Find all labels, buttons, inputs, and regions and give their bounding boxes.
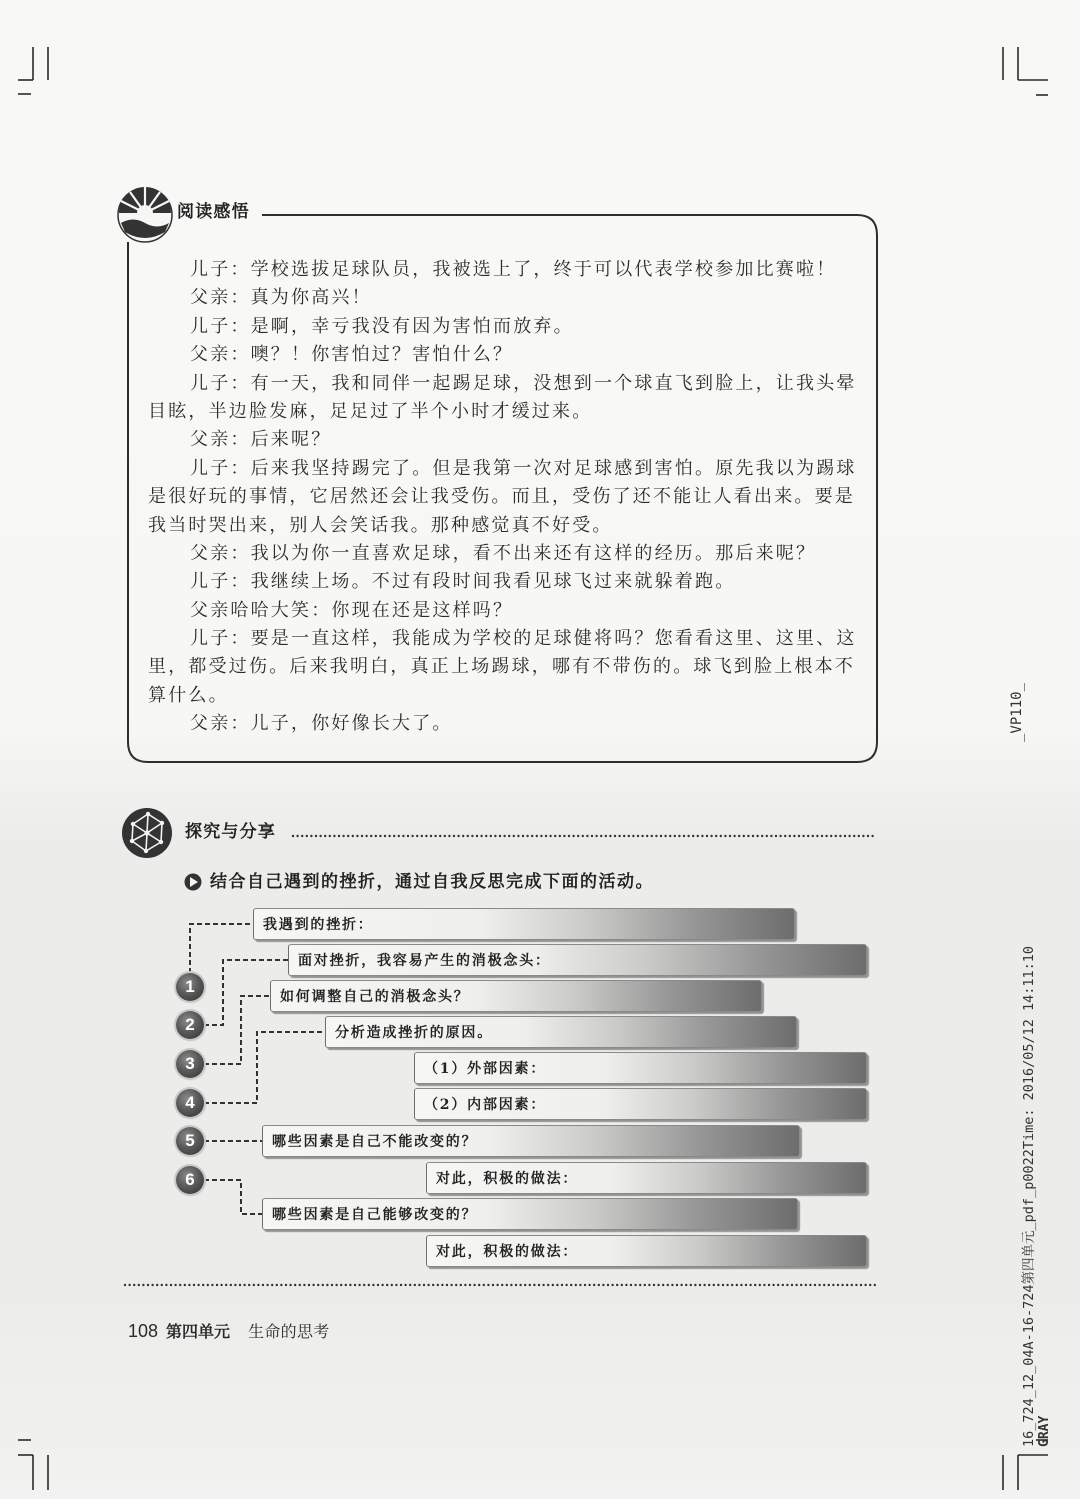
dialogue-line: 算什么。	[148, 684, 229, 706]
dialogue-paragraph	[148, 426, 860, 454]
dialogue-paragraph	[148, 284, 860, 312]
dialogue-line: 父亲哈哈大笑：你现在还是这样吗？	[190, 599, 514, 621]
dialogue-paragraph	[148, 370, 860, 427]
crop-mark-top-left	[18, 47, 48, 94]
prompt-bar-setback	[253, 908, 795, 940]
dialogue-line: 儿子：有一天，我和同伴一起踢足球，没想到一个球直飞到脸上，让我头晕	[190, 372, 857, 394]
prompt-bar-positive-approach-1	[426, 1162, 867, 1194]
dialogue-paragraph	[148, 256, 860, 284]
reading-section-title: 阅读感悟	[177, 202, 250, 222]
dialogue-line: 儿子：是啊，幸亏我没有因为害怕而放弃。	[190, 315, 574, 337]
dialogue-line: 父亲：我以为你一直喜欢足球，看不出来还有这样的经历。那后来呢？	[190, 542, 817, 564]
step-number-badge: 6	[176, 1166, 204, 1194]
dialogue-paragraph	[148, 455, 860, 540]
prompt-label: （1）外部因素：	[424, 1061, 547, 1077]
prompt-bar-adjust-thoughts	[270, 980, 762, 1012]
print-slug-vp-code: _VP110_	[1009, 682, 1025, 742]
prompt-bar-external-factors	[414, 1052, 867, 1084]
connector-step-1	[190, 924, 253, 973]
prompt-bar-internal-factors	[414, 1088, 867, 1120]
print-slug-job-info: 16_724_12_04A-16-724第四单元_pdf_p0022Time: 2016/05/12 14:11:10	[1021, 945, 1037, 1447]
dialogue-line: 里，都受过伤。后来我明白，真正上场踢球，哪有不带伤的。球飞到脸上根本不	[148, 656, 855, 678]
crop-mark-top-right	[1003, 47, 1048, 95]
prompt-bar-changeable-factors	[262, 1198, 798, 1230]
dialogue-line: 父亲：儿子，你好像长大了。	[190, 713, 453, 735]
dialogue-line: 儿子：我继续上场。不过有段时间我看见球飞过来就躲着跑。	[190, 571, 736, 593]
dialogue-line: 儿子：后来我坚持踢完了。但是我第一次对足球感到害怕。原先我以为踢球	[190, 457, 857, 479]
prompt-label: 如何调整自己的消极念头？	[280, 989, 470, 1005]
connector-step-3	[204, 996, 270, 1064]
step-number-badge: 4	[176, 1089, 204, 1117]
connector-step-6	[204, 1180, 262, 1214]
dialogue-paragraph	[148, 597, 860, 625]
prompt-label: （2）内部因素：	[424, 1097, 547, 1113]
dialogue-line: 儿子：学校选拔足球队员，我被选上了，终于可以代表学校参加比赛啦！	[190, 259, 837, 280]
play-arrow-icon	[185, 874, 202, 891]
dialogue-line: 是很好玩的事情，它居然还会让我受伤。而且，受伤了还不能让人看出来。要是	[148, 486, 855, 508]
prompt-bar-unchangeable-factors	[262, 1125, 800, 1157]
dialogue-line: 父亲：噢？！你害怕过？害怕什么？	[190, 344, 514, 366]
prompt-label: 对此，积极的做法：	[436, 1244, 579, 1260]
polyhedron-network-icon	[122, 808, 172, 858]
dialogue-paragraph	[148, 568, 860, 596]
connector-step-4	[204, 1032, 325, 1103]
unit-label: 第四单元	[166, 1322, 231, 1341]
dialogue-line: 目眩，半边脸发麻，足足过了半个小时才缓过来。	[148, 400, 593, 422]
dialogue-line: 儿子：要是一直这样，我能成为学校的足球健将吗？您看看这里、这里、这	[190, 628, 857, 650]
crop-mark-bottom-right	[1003, 1440, 1048, 1490]
prompt-label: 我遇到的挫折：	[263, 917, 374, 933]
activity-instruction: 结合自己遇到的挫折，通过自我反思完成下面的活动。	[210, 872, 654, 892]
page-footer	[128, 1320, 330, 1343]
dialogue-paragraph	[148, 540, 860, 568]
dialogue-line: 我当时哭出来，别人会笑话我。那种感觉真不好受。	[148, 514, 613, 536]
print-slug-color-mode: GRAY	[1037, 1415, 1052, 1447]
crop-mark-bottom-left	[18, 1440, 48, 1490]
prompt-label: 分析造成挫折的原因。	[335, 1025, 493, 1041]
dialogue-paragraph	[148, 625, 860, 710]
step-number-badge: 3	[176, 1050, 204, 1078]
page-number: 108	[128, 1321, 159, 1341]
dialogue-line: 父亲：真为你高兴！	[190, 287, 372, 309]
explore-section-title: 探究与分享	[185, 822, 276, 842]
dialogue-paragraph	[148, 341, 860, 369]
step-number-badge: 5	[176, 1127, 204, 1155]
dialogue-text	[148, 256, 860, 739]
prompt-label: 哪些因素是自己不能改变的？	[272, 1134, 478, 1150]
prompt-bar-positive-approach-2	[426, 1235, 867, 1267]
sunrise-waves-icon	[118, 187, 172, 242]
prompt-bar-analyze-causes	[325, 1016, 797, 1048]
step-number-badge: 1	[176, 973, 204, 1001]
step-number-badge: 2	[176, 1011, 204, 1039]
prompt-bar-negative-thoughts	[288, 944, 867, 976]
dialogue-paragraph	[148, 313, 860, 341]
prompt-label: 对此，积极的做法：	[436, 1171, 579, 1187]
dialogue-paragraph	[148, 710, 860, 738]
prompt-label: 面对挫折，我容易产生的消极念头：	[298, 953, 551, 969]
unit-title: 生命的思考	[248, 1322, 330, 1341]
dialogue-line: 父亲：后来呢？	[190, 429, 332, 451]
prompt-label: 哪些因素是自己能够改变的？	[272, 1207, 478, 1223]
